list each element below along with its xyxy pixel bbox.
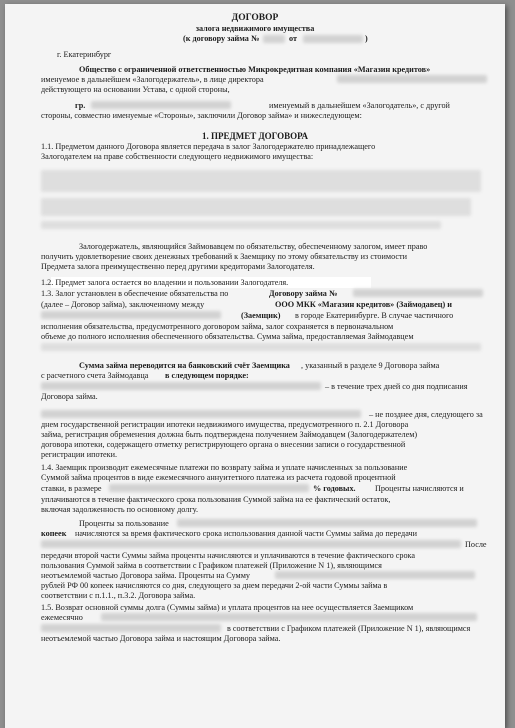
document-subtitle: залога недвижимого имущества (195, 24, 315, 33)
redacted-property-address (41, 198, 471, 216)
redacted-loan-amount (41, 343, 481, 351)
redacted-second-tranche (41, 410, 361, 418)
interest-line-4: передачи второй части Суммы займа проценты начисляются и уплачиваются в течение фактического срока (41, 551, 416, 560)
loan-ref-close: ) (365, 34, 368, 43)
interest-line-6: неотъемлемой частью Договора займа. Проценты на Сумму (41, 571, 251, 580)
redacted-borrower-name (41, 311, 221, 319)
clause-1-4-rate-suffix: % годовых. (313, 484, 356, 493)
clause-1-3-borrower: (Заемщик) (241, 311, 281, 320)
transfer-line-1: , указанный в разделе 9 Договора займа (301, 361, 440, 370)
redacted-payment-amount (41, 624, 221, 632)
parties-line-2: действующего на основании Устава, с одной стороны, (41, 85, 230, 94)
redacted-property-description (41, 170, 481, 192)
redacted-tranche-date (41, 540, 461, 548)
clause-1-4-line-5: включая задолженность по основному долгу. (41, 505, 198, 514)
document-page (5, 4, 505, 728)
transfer-line-6: днем государственной регистрации ипотеки недвижимого имущества, предусмотренного п. 2.1 Договора (41, 420, 409, 429)
transfer-line-7: займа, регистрация обременения должна быть подтверждена получением Займодавцем (Залогодержателем) (41, 430, 418, 439)
loan-ref-prefix: (к договору займа № (183, 34, 260, 43)
parties-line-4: стороны, совместно именуемые «Стороны», заключили Договор займа» и нижеследующем: (41, 111, 362, 120)
clause-1-1-para-line-3: Предмета залога преимущественно перед другими кредиторами Залогодателя. (41, 262, 315, 271)
interest-line-2: начисляются за время фактического срока использования данной части Суммы займа до передачи (75, 529, 418, 538)
redacted-loan-number (263, 35, 285, 43)
transfer-line-3: – в течение трех дней со дня подписания (325, 382, 468, 391)
redacted-pledger-name (91, 101, 231, 109)
parties-line-3: именуемый в дальнейшем «Залогодатель», с другой (269, 101, 450, 110)
city: г. Екатеринбург (57, 50, 112, 59)
redacted-payment-term (101, 613, 477, 621)
clause-1-4-line-3b: Проценты начисляются и (375, 484, 464, 493)
clause-1-1-line-2: Залогодателем на праве собственности следующего недвижимого имущества: (41, 152, 314, 161)
redacted-director (337, 75, 487, 83)
clause-1-5-line-2: ежемесячно (41, 613, 83, 622)
interest-line-3: После (465, 540, 487, 549)
clause-1-3-line-2a: (далее – Договор займа), заключенному между (41, 300, 205, 309)
transfer-line-1-bold: Сумма займа переводится на банковский счёт Заемщика (79, 361, 290, 370)
clause-1-2: 1.2. Предмет залога остается во владении и пользовании Залогодателя. (41, 278, 289, 287)
transfer-line-4: Договора займа. (41, 392, 98, 401)
document-title: ДОГОВОР (231, 13, 279, 23)
clause-1-1-line-1: 1.1. Предметом данного Договора является передача в залог Залогодержателю принадлежащего (41, 142, 376, 151)
redacted-first-tranche (41, 382, 321, 390)
redacted-property-cadastral (41, 221, 441, 229)
clause-1-3-line-4: исполнения обязательства, предусмотренного договором займа, залог сохраняется в первоначальном (41, 322, 394, 331)
interest-line-8: соответствии с п.1.1., п.3.2. Договора займа. (41, 591, 196, 600)
transfer-line-8: договора ипотеки, содержащего отметку регистрирующего органа о внесении записи о государственной (41, 440, 406, 449)
clause-1-4-line-4: уплачиваются в течение фактического срока пользования Суммой займа на ее фактический остаток, (41, 495, 391, 504)
company-name: Общество с ограниченной ответственностью Микрокредитная компания «Магазин кредитов» (79, 65, 431, 74)
interest-line-5: пользования Суммой займа в соответствии с Графиком платежей (Приложение N 1), являющимся (41, 561, 382, 570)
redacted-loan-date (303, 35, 363, 43)
clause-1-3-line-3: в городе Екатеринбурге. В случае частичного (295, 311, 454, 320)
clause-1-3-loan-ref: Договору займа № (269, 289, 338, 298)
clause-1-1-para-line-2: получить удовлетворение своих денежных требований к Заемщику по этому обязательству из стоимости (41, 252, 407, 261)
clause-1-5-line-4: неотъемлемой частью Договора займа и настоящим Договора займа. (41, 634, 281, 643)
interest-line-1: Проценты за пользование (79, 519, 169, 528)
redacted-interest-rate (109, 484, 309, 492)
redacted-amount (275, 571, 475, 579)
transfer-line-2-bold: в следующем порядке: (165, 371, 249, 380)
interest-line-7: рублей РФ 00 копеек начисляются со дня, следующего за днем передачи 2-ой части Суммы займа в (41, 581, 388, 590)
transfer-line-9: регистрации ипотеки. (41, 450, 118, 459)
parties-line-1: именуемое в дальнейшем «Залогодержатель», в лице директора (41, 75, 264, 84)
redacted-loan-ref (353, 289, 483, 297)
clause-1-5-line-3: в соответствии с Графиком платежей (Приложение N 1), являющимся (227, 624, 471, 633)
section-1-heading: 1. ПРЕДМЕТ ДОГОВОРА (202, 131, 308, 141)
clause-1-3-line-1: 1.3. Залог установлен в обеспечение обязательства по (41, 289, 229, 298)
clause-1-5-line-1: 1.5. Возврат основной суммы долга (Суммы займа) и уплата процентов на нее осуществляется Заемщиком (41, 603, 414, 612)
redacted-interest-part (177, 519, 477, 527)
clause-1-3-line-5: объеме до полного исполнения обеспеченного обязательства. Сумма займа, предоставляемая Займодавцем (41, 332, 414, 341)
transfer-line-5: – не позднее дня, следующего за (369, 410, 483, 419)
loan-ref-from: от (289, 34, 298, 43)
clause-1-4-line-2: Суммой займа процентов в виде ежемесячного аннуитетного платежа из расчета годовой процентной (41, 473, 396, 482)
clause-1-4-line-3a: ставки, в размере (41, 484, 102, 493)
parties-gr: гр. (75, 101, 86, 110)
interest-kopeek: копеек (41, 529, 67, 538)
clause-1-3-line-2b: ООО МКК «Магазин кредитов» (Займодавец) и (275, 300, 453, 309)
clause-1-4-line-1: 1.4. Заемщик производит ежемесячные платежи по возврату займа и уплате начисленных за пользование (41, 463, 408, 472)
transfer-line-2: с расчетного счета Займодавца (41, 371, 149, 380)
clause-1-1-para-line-1: Залогодержатель, являющийся Займовавцем по обязательству, обеспеченному залогом, имеет право (79, 242, 428, 251)
